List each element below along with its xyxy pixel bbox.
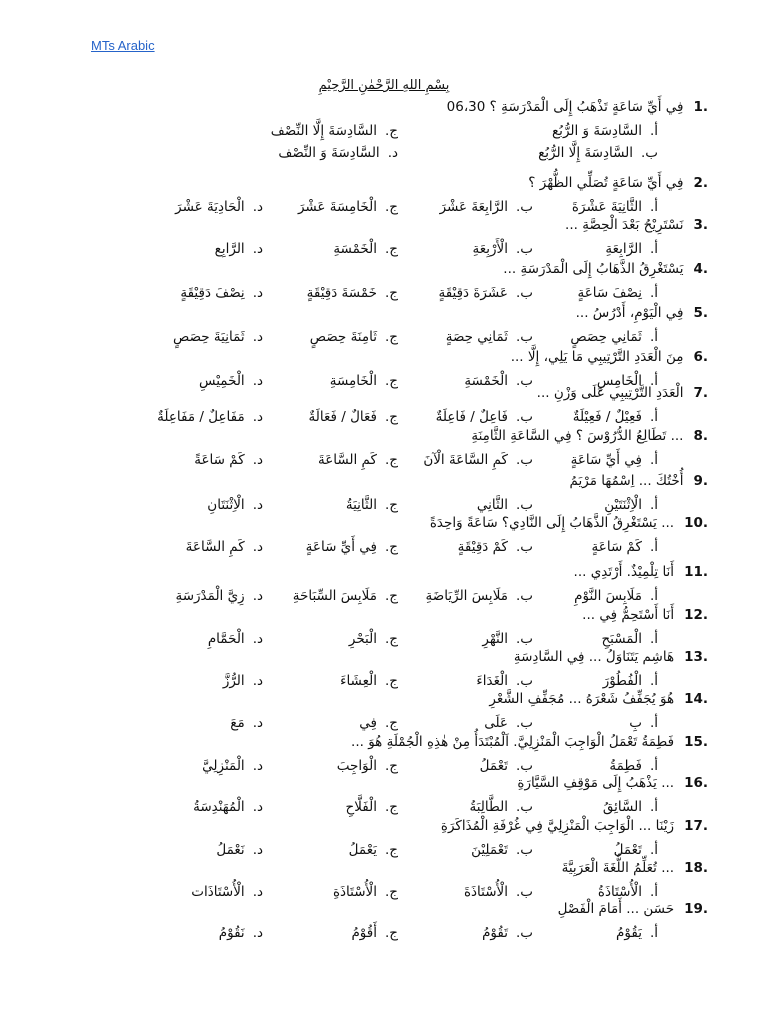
- option-letter: ج.: [384, 842, 398, 858]
- question-text: هَاشِم يَتَنَاوَلُ ... فِي السَّادِسَةِ: [513, 649, 675, 665]
- option-letter: د.: [252, 758, 263, 774]
- option-letter: ج.: [384, 631, 398, 647]
- option-letter: ج.: [384, 123, 398, 139]
- option-letter: ج.: [384, 799, 398, 815]
- option-letter: ب.: [515, 842, 533, 858]
- option-text: السَّادِسَةَ وَ النِّصْف: [278, 145, 380, 161]
- option-text: خَمْسَةَ دَقِيْقَةٍ: [306, 285, 377, 301]
- option-letter: ب.: [640, 145, 658, 161]
- option-text: فِي أَيِّ سَاعَةٍ: [570, 452, 642, 468]
- question-line: [517, 772, 708, 794]
- option-text: فَعِيْلٌ / فَعِيْلَةٌ: [572, 409, 642, 425]
- option-letter: أ.: [649, 673, 658, 689]
- option-text: مَفَاعِلٌ / مَفَاعِلَةٌ: [157, 409, 245, 425]
- option-letter: ج.: [384, 673, 398, 689]
- option-letter: ج.: [384, 715, 398, 731]
- option-text: فِي: [359, 715, 377, 731]
- option-text: زِيَّ الْمَدْرَسَةِ: [175, 588, 245, 604]
- option-letter: ج.: [384, 241, 398, 257]
- option-letter: أ.: [649, 452, 658, 468]
- option-c[interactable]: [271, 120, 398, 142]
- option-letter: د.: [252, 409, 263, 425]
- option-letter: د.: [252, 715, 263, 731]
- option-text: كَمْ سَاعَةً: [194, 452, 245, 468]
- option-text: نَعْمَلُ: [216, 842, 245, 858]
- question-number: 7.: [693, 385, 708, 401]
- option-text: الْوَاجِبَ: [336, 758, 377, 774]
- option-letter: أ.: [649, 497, 658, 513]
- option-letter: د.: [252, 497, 263, 513]
- option-letter: أ.: [649, 199, 658, 215]
- option-letter: ب.: [515, 539, 533, 555]
- question-number: 13.: [684, 649, 708, 665]
- option-text: يَعْمَلُ: [348, 842, 377, 858]
- option-text: فَاعِلٌ / فَاعِلَةٌ: [435, 409, 508, 425]
- option-text: الْفَلَّاحِ: [345, 799, 377, 815]
- question-number: 9.: [693, 473, 708, 489]
- option-letter: د.: [252, 452, 263, 468]
- basmala: بِسْمِ اللهِ الرَّحْمٰنِ الرَّحِيْمِ: [318, 78, 450, 93]
- option-letter: ج.: [384, 758, 398, 774]
- option-text: الْأُسْتَاذَةَ: [463, 884, 508, 900]
- option-text: الرَّابِعَةِ: [605, 241, 642, 257]
- option-text: عَشَرَةَ دَقِيْقَةٍ: [438, 285, 508, 301]
- option-letter: د.: [252, 925, 263, 941]
- option-c[interactable]: [333, 238, 398, 260]
- option-a[interactable]: [616, 922, 658, 944]
- option-letter: د.: [387, 145, 398, 161]
- question-line: [447, 96, 708, 118]
- question-number: 19.: [684, 901, 708, 917]
- option-letter: أ.: [649, 241, 658, 257]
- option-text: ثَمَانِي حِصَصٍ: [570, 329, 642, 345]
- question-line: [528, 172, 708, 194]
- question-text: فِي أَيِّ سَاعَةٍ تُصَلِّي الظُّهْرَ ؟: [528, 175, 684, 191]
- option-letter: ب.: [515, 497, 533, 513]
- option-letter: ب.: [515, 588, 533, 604]
- option-text: الْخَمِيْسِ: [199, 373, 245, 389]
- option-text: نِصْفَ سَاعَةٍ: [577, 285, 642, 301]
- option-text: يَقُوْمُ: [616, 925, 642, 941]
- question-line: [574, 561, 708, 583]
- option-text: كَمِ السَّاعَةَ: [317, 452, 377, 468]
- question-text: حَسَن ... أَمَامَ الْفَصْلِ: [557, 901, 675, 917]
- option-letter: ب.: [515, 285, 533, 301]
- option-text: كَمِ السَّاعَةَ: [185, 539, 245, 555]
- option-letter: ج.: [384, 199, 398, 215]
- option-letter: د.: [252, 199, 263, 215]
- option-letter: أ.: [649, 285, 658, 301]
- option-b[interactable]: [538, 142, 658, 164]
- option-a[interactable]: [605, 238, 658, 260]
- option-text: كَمْ دَقِيْقَةٍ: [457, 539, 508, 555]
- option-letter: ب.: [515, 631, 533, 647]
- option-letter: د.: [252, 588, 263, 604]
- option-letter: ب.: [515, 884, 533, 900]
- option-d[interactable]: [278, 142, 398, 164]
- option-text: ثَمَانِي حِصَةٍ: [445, 329, 508, 345]
- option-letter: ب.: [515, 758, 533, 774]
- option-text: الرَّابِعَةَ عَشْرَ: [439, 199, 508, 215]
- option-b[interactable]: [473, 238, 534, 260]
- option-text: الْمَسْبَحِ: [601, 631, 642, 647]
- option-text: الْبَحْرِ: [348, 631, 377, 647]
- question-number: 1.: [693, 99, 708, 115]
- option-a[interactable]: [592, 536, 658, 558]
- question-line: [441, 815, 708, 837]
- question-text: مِنَ الْعَدَدِ التَّرْتِيبِي مَا يَلِي، إِلَّا ...: [510, 349, 684, 365]
- option-letter: ب.: [515, 673, 533, 689]
- option-letter: ب.: [515, 452, 533, 468]
- option-b[interactable]: [458, 536, 533, 558]
- option-text: فَعَالٌ / فَعَالَةٌ: [308, 409, 377, 425]
- option-a[interactable]: [578, 282, 659, 304]
- option-text: كَمْ سَاعَةٍ: [591, 539, 642, 555]
- question-line: [558, 898, 708, 920]
- option-c[interactable]: [307, 282, 398, 304]
- question-text: فَطِمَةُ تَعْمَلُ الْوَاجِبَ الْمَنْزِلِيَّ. اَلْمُبْتَدَأُ مِنْ هٰذِهِ الْجُمْلَةِ هُوَ ...: [351, 734, 675, 750]
- question-text: زَيْنَا ... الْوَاجِبَ الْمَنْزِلِيَّ فِي غُرْفَةِ الْمُذَاكَرَةِ: [440, 818, 675, 834]
- option-text: ثَمَانِيَةَ حِصَصٍ: [173, 329, 245, 345]
- option-letter: ج.: [384, 329, 398, 345]
- question-number: 8.: [693, 428, 708, 444]
- option-a[interactable]: [570, 326, 658, 348]
- option-text: مَلَابِسَ السِّبَاحَةِ: [292, 588, 377, 604]
- question-text: فِي الْيَوْمِ، أَدْرُسُ ...: [575, 305, 684, 321]
- option-letter: ج.: [384, 884, 398, 900]
- question-line: [582, 604, 708, 626]
- option-letter: أ.: [649, 884, 658, 900]
- option-text: الْخَامِسِ: [596, 373, 642, 389]
- option-letter: ج.: [384, 373, 398, 389]
- option-letter: ب.: [515, 329, 533, 345]
- question-number: 15.: [684, 734, 708, 750]
- question-number: 2.: [693, 175, 708, 191]
- question-text: أَنَا تِلْمِيْذٌ. أَرْتَدِي ...: [573, 564, 675, 580]
- option-letter: أ.: [649, 842, 658, 858]
- option-letter: د.: [252, 329, 263, 345]
- option-letter: ب.: [515, 199, 533, 215]
- question-text: فِي أَيِّ سَاعَةٍ تَذْهَبُ إِلَى الْمَدْرَسَةِ ؟ 06،30: [446, 99, 684, 115]
- question-text: نَسْتَرِيْحُ بَعْدَ الْحِصَّةِ ...: [565, 217, 684, 233]
- option-d[interactable]: [186, 536, 263, 558]
- option-text: عَلَى: [484, 715, 508, 731]
- option-letter: ج.: [384, 285, 398, 301]
- option-c[interactable]: [306, 536, 398, 558]
- option-text: الْمُهَنْدِسَةُ: [193, 799, 245, 815]
- option-letter: أ.: [649, 123, 658, 139]
- question-line: [471, 425, 708, 447]
- option-letter: د.: [252, 539, 263, 555]
- option-letter: أ.: [649, 373, 658, 389]
- option-d[interactable]: [215, 238, 263, 260]
- option-letter: أ.: [649, 799, 658, 815]
- option-b[interactable]: [423, 449, 533, 471]
- option-text: مَعَ: [230, 715, 245, 731]
- option-letter: أ.: [649, 758, 658, 774]
- question-text: هُوَ يُجَفِّفُ شَعْرَهُ ... مُجَفِّفِ الشَّعْرِ: [489, 691, 675, 707]
- option-d[interactable]: [173, 326, 263, 348]
- option-letter: د.: [252, 842, 263, 858]
- question-number: 16.: [684, 775, 708, 791]
- question-line: [503, 258, 708, 280]
- option-text: الرُّزَّ: [222, 673, 245, 689]
- question-text: يَسْتَغْرِقُ الذَّهَابُ إِلَى الْمَدْرَسَةِ ...: [503, 261, 684, 277]
- option-letter: ب.: [515, 241, 533, 257]
- option-text: تَعْمَلِيْنَ: [471, 842, 508, 858]
- option-text: الْاِثْنَتَيْنِ: [604, 497, 642, 513]
- option-letter: أ.: [649, 588, 658, 604]
- option-text: الثَّانِيَةُ: [345, 497, 377, 513]
- option-letter: د.: [252, 285, 263, 301]
- option-text: تَعْمَلُ: [479, 758, 508, 774]
- option-text: الْأُسْتَاذَةِ: [332, 884, 377, 900]
- question-number: 17.: [684, 818, 708, 834]
- option-letter: أ.: [649, 539, 658, 555]
- question-item: [0, 96, 768, 168]
- question-text: ... تُعَلِّمُ اللُّغَةَ الْعَرَبِيَّةَ: [561, 860, 675, 876]
- option-letter: ج.: [384, 409, 398, 425]
- option-letter: ب.: [515, 715, 533, 731]
- option-letter: أ.: [649, 409, 658, 425]
- option-text: الرَّابِع: [214, 241, 245, 257]
- question-line: [514, 646, 708, 668]
- option-text: أَقُوْمُ: [351, 925, 377, 941]
- option-text: السَّادِسَةَ وَ الرُّبُع: [552, 123, 642, 139]
- option-text: السَّائِقُ: [602, 799, 642, 815]
- option-text: الْاِثْنَتَانِ: [207, 497, 245, 513]
- option-text: الْحَمَّامِ: [207, 631, 245, 647]
- option-d[interactable]: [219, 922, 263, 944]
- option-text: السَّادِسَةَ إِلَّا النِّصْف: [270, 123, 377, 139]
- option-letter: ج.: [384, 539, 398, 555]
- option-text: الثَّانِيَةَ عَشْرَةَ: [571, 199, 642, 215]
- question-line: [351, 731, 708, 753]
- option-text: الطَّالِبَةُ: [469, 799, 508, 815]
- question-text: ... يَذْهَبُ إِلَى مَوْقِفِ السَّيَّارَةِ: [517, 775, 675, 791]
- question-number: 14.: [684, 691, 708, 707]
- option-text: نَقُوْمُ: [218, 925, 245, 941]
- option-a[interactable]: [571, 449, 658, 471]
- option-text: الْمَنْزِلِيَّ: [202, 758, 245, 774]
- option-text: الْخَمْسَةِ: [464, 373, 508, 389]
- option-letter: د.: [252, 241, 263, 257]
- question-number: 10.: [684, 515, 708, 531]
- question-item: [0, 898, 768, 970]
- option-text: الثَّانِي: [476, 497, 508, 513]
- option-letter: ج.: [384, 588, 398, 604]
- option-text: الْخَامِسَةَ عَشْرَ: [297, 199, 377, 215]
- header-link[interactable]: MTs Arabic: [91, 38, 155, 53]
- option-text: ثَامِنَةَ حِصَصٍ: [309, 329, 377, 345]
- option-letter: د.: [252, 631, 263, 647]
- question-number: 6.: [693, 349, 708, 365]
- question-line: [489, 688, 708, 710]
- option-text: الْفُطُوْرَ: [602, 673, 642, 689]
- question-number: 11.: [684, 564, 708, 580]
- option-text: مَلَابِسَ الرِّيَاضَةِ: [425, 588, 508, 604]
- option-letter: د.: [252, 673, 263, 689]
- option-text: فِي أَيِّ سَاعَةٍ: [305, 539, 377, 555]
- question-number: 3.: [693, 217, 708, 233]
- question-text: الْعَدَدِ التَّرْتِيبِي عَلَى وَزْنِ ...: [536, 385, 684, 401]
- option-text: الْخَامِسَةِ: [329, 373, 377, 389]
- option-letter: أ.: [649, 329, 658, 345]
- option-letter: أ.: [649, 715, 658, 731]
- question-line: [430, 512, 708, 534]
- option-letter: د.: [252, 373, 263, 389]
- option-text: تَعْمَلُ: [613, 842, 642, 858]
- option-letter: د.: [252, 799, 263, 815]
- option-letter: ب.: [515, 409, 533, 425]
- question-line: [511, 346, 708, 368]
- option-b[interactable]: [438, 282, 533, 304]
- question-line: [570, 470, 708, 492]
- question-line: [565, 214, 708, 236]
- question-line: [576, 302, 708, 324]
- option-text: نِصْفَ دَقِيْقَةٍ: [180, 285, 245, 301]
- question-number: 4.: [693, 261, 708, 277]
- option-letter: ج.: [384, 452, 398, 468]
- option-text: النَّهْرِ: [482, 631, 508, 647]
- question-line: [562, 857, 708, 879]
- option-c[interactable]: [318, 449, 398, 471]
- option-text: الْحَادِيَةَ عَشْرَ: [175, 199, 245, 215]
- option-c[interactable]: [351, 922, 398, 944]
- option-a[interactable]: [552, 120, 658, 142]
- question-number: 5.: [693, 305, 708, 321]
- option-text: الْخَمْسَةِ: [333, 241, 377, 257]
- option-text: الْأُسْتَاذَةُ: [597, 884, 642, 900]
- question-number: 12.: [684, 607, 708, 623]
- option-letter: ب.: [515, 373, 533, 389]
- option-text: الْغَدَاءَ: [476, 673, 508, 689]
- option-letter: ج.: [384, 497, 398, 513]
- question-text: أُخْتُكَ ... اِسْمُهَا مَرْيَمُ: [569, 473, 684, 489]
- option-letter: ب.: [515, 799, 533, 815]
- question-text: أَنَا أَسْتَحِمُّ فِي ...: [582, 607, 675, 623]
- option-letter: ج.: [384, 925, 398, 941]
- option-b[interactable]: [482, 922, 533, 944]
- question-text: ... تَطَالِعُ الدُّرُوْسَ ؟ فِي السَّاعَةِ الثَّامِنَةِ: [471, 428, 684, 444]
- question-line: [537, 382, 708, 404]
- question-text: ... يَسْتَغْرِقُ الذَّهَابُ إِلَى النَّادِي؟ سَاعَةً وَاحِدَةً: [429, 515, 675, 531]
- option-c[interactable]: [310, 326, 398, 348]
- option-d[interactable]: [194, 449, 263, 471]
- option-text: بِ: [629, 715, 642, 731]
- option-text: السَّادِسَةَ إِلَّا الرُّبُع: [538, 145, 633, 161]
- option-text: مَلَابِسَ النَّوْمِ: [574, 588, 642, 604]
- option-letter: أ.: [649, 631, 658, 647]
- option-text: كَمِ السَّاعَةَ الْآنَ: [423, 452, 508, 468]
- option-letter: أ.: [649, 925, 658, 941]
- option-text: الْأُسْتَاذَات: [191, 884, 245, 900]
- option-text: الْعِشَاءَ: [340, 673, 377, 689]
- option-text: الْأَرْبِعَةِ: [472, 241, 508, 257]
- option-b[interactable]: [446, 326, 533, 348]
- option-letter: ب.: [515, 925, 533, 941]
- question-number: 18.: [684, 860, 708, 876]
- option-text: فَطِمَةُ: [609, 758, 642, 774]
- option-letter: د.: [252, 884, 263, 900]
- option-d[interactable]: [180, 282, 263, 304]
- option-text: تَقُوْمُ: [482, 925, 508, 941]
